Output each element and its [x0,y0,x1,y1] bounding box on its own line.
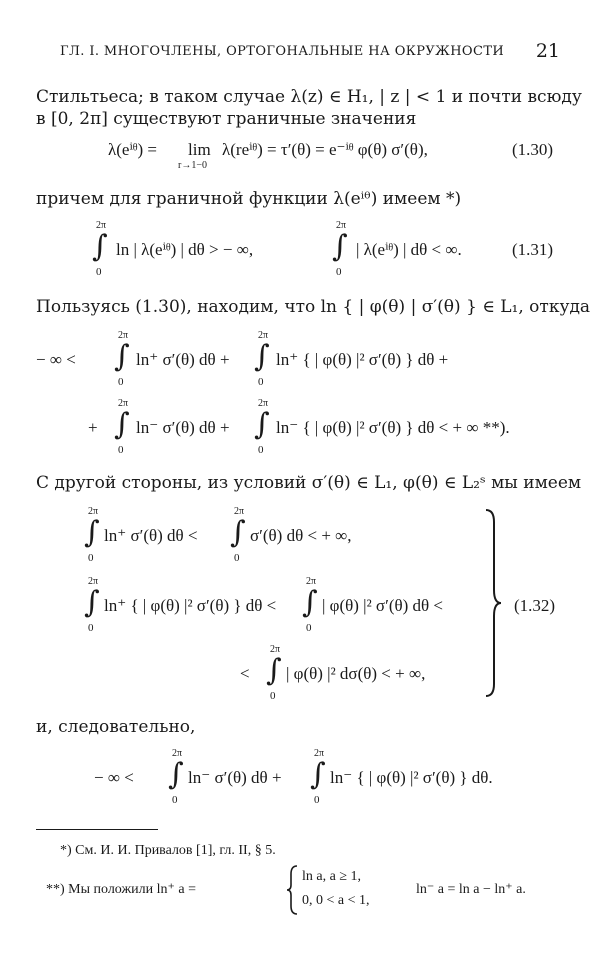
integral-sign: ∫ [310,757,326,792]
int-upper: 2π [258,398,269,409]
final-prefix: − ∞ < [94,768,134,787]
footnote-2-lead: **) Мы положили ln⁺ a = [46,882,196,897]
integral-sign: ∫ [254,407,270,442]
integral-sign: ∫ [114,339,130,374]
integral-sign: ∫ [254,339,270,374]
para3: Пользуясь (1.30), находим, что ln { | φ(θ) | σ′(θ) } ∈ L₁, откуда [36,297,591,317]
int-upper: 2π [88,506,99,517]
ineq1-prefix: − ∞ < [36,350,76,369]
int-upper: 2π [172,748,183,759]
int-upper: 2π [96,220,107,231]
int-lower: 0 [270,690,276,702]
int-lower: 0 [258,376,264,388]
footnote-1: *) См. И. И. Привалов [1], гл. II, § 5. [60,843,276,858]
footnote-2-case1: ln a, a ≥ 1, [302,869,362,884]
eq131-number: (1.31) [512,240,554,259]
para5: и, следовательно, [36,717,196,737]
integral-sign: ∫ [230,515,246,550]
right-brace [484,508,502,698]
eq130-lim: lim [188,140,211,159]
ineq1-term1: ln⁺ σ′(θ) dθ + [136,350,230,369]
integral-sign: ∫ [84,515,100,550]
sys-row2-a: ln⁺ { | φ(θ) |² σ′(θ) } dθ < [104,596,277,615]
para1-line2: в [0, 2π] существуют граничные значения [36,109,417,129]
int-upper: 2π [118,330,129,341]
integral-sign: ∫ [92,229,108,264]
sys-row3-prefix: < [240,664,250,683]
integral-sign: ∫ [84,585,100,620]
int-upper: 2π [336,220,347,231]
eq130-lim-sub: r→1−0 [178,160,207,171]
integral-sign: ∫ [302,585,318,620]
para4: С другой стороны, из условий σ′(θ) ∈ L₁, φ(θ) ∈ L₂ˢ мы имеем [36,473,582,493]
ineq1-term2: ln⁺ { | φ(θ) |² σ′(θ) } dθ + [276,350,449,369]
int-lower: 0 [88,622,94,634]
int-upper: 2π [270,644,281,655]
integral-sign: ∫ [266,653,282,688]
int-lower: 0 [258,444,264,456]
int-lower: 0 [314,794,320,806]
ineq2-term2: ln⁻ { | φ(θ) |² σ′(θ) } dθ < + ∞ **). [276,418,510,437]
sys-row1-a: ln⁺ σ′(θ) dθ < [104,526,198,545]
final-term2: ln⁻ { | φ(θ) |² σ′(θ) } dθ. [330,768,493,787]
eq132-number: (1.32) [514,596,556,615]
chapter-title: ГЛ. I. МНОГОЧЛЕНЫ, ОРТОГОНАЛЬНЫЕ НА ОКРУЖНОСТИ [60,44,505,59]
cases-brace [286,864,298,916]
footnote-rule [36,829,158,830]
sys-row3: | φ(θ) |² dσ(θ) < + ∞, [286,664,426,683]
int-lower: 0 [88,552,94,564]
int-lower: 0 [306,622,312,634]
ineq2-prefix: + [88,418,98,437]
running-header [60,40,560,62]
sys-row2-b: | φ(θ) |² σ′(θ) dθ < [322,596,444,615]
eq130-rhs: λ(reⁱᶿ) = τ′(θ) = e⁻ⁱᶿ φ(θ) σ′(θ), [222,140,428,159]
eq130-lhs: λ(eⁱᶿ) = [108,140,157,159]
para1-line1: Стильтьеса; в таком случае λ(z) ∈ H₁, | z | < 1 и почти всюду [36,87,582,107]
int-upper: 2π [258,330,269,341]
int-upper: 2π [88,576,99,587]
final-term1: ln⁻ σ′(θ) dθ + [188,768,282,787]
footnote-2-case2: 0, 0 < a < 1, [302,893,370,908]
sys-row1-b: σ′(θ) dθ < + ∞, [250,526,352,545]
page-number: 21 [535,40,560,62]
integral-sign: ∫ [332,229,348,264]
int-lower: 0 [118,444,124,456]
eq130-number: (1.30) [512,140,554,159]
integral-sign: ∫ [114,407,130,442]
footnote-2-tail: ln⁻ a = ln a − ln⁺ a. [416,882,526,897]
int-lower: 0 [96,266,102,278]
int-upper: 2π [118,398,129,409]
int-upper: 2π [234,506,245,517]
integral-sign: ∫ [168,757,184,792]
int-lower: 0 [234,552,240,564]
eq131-term-b: | λ(eⁱᶿ) | dθ < ∞. [356,240,462,259]
para2: причем для граничной функции λ(eⁱᶿ) имеем *) [36,189,462,209]
int-lower: 0 [118,376,124,388]
int-upper: 2π [306,576,317,587]
eq131-term-a: ln | λ(eⁱᶿ) | dθ > − ∞, [116,240,254,259]
int-lower: 0 [336,266,342,278]
int-lower: 0 [172,794,178,806]
ineq2-term1: ln⁻ σ′(θ) dθ + [136,418,230,437]
int-upper: 2π [314,748,325,759]
